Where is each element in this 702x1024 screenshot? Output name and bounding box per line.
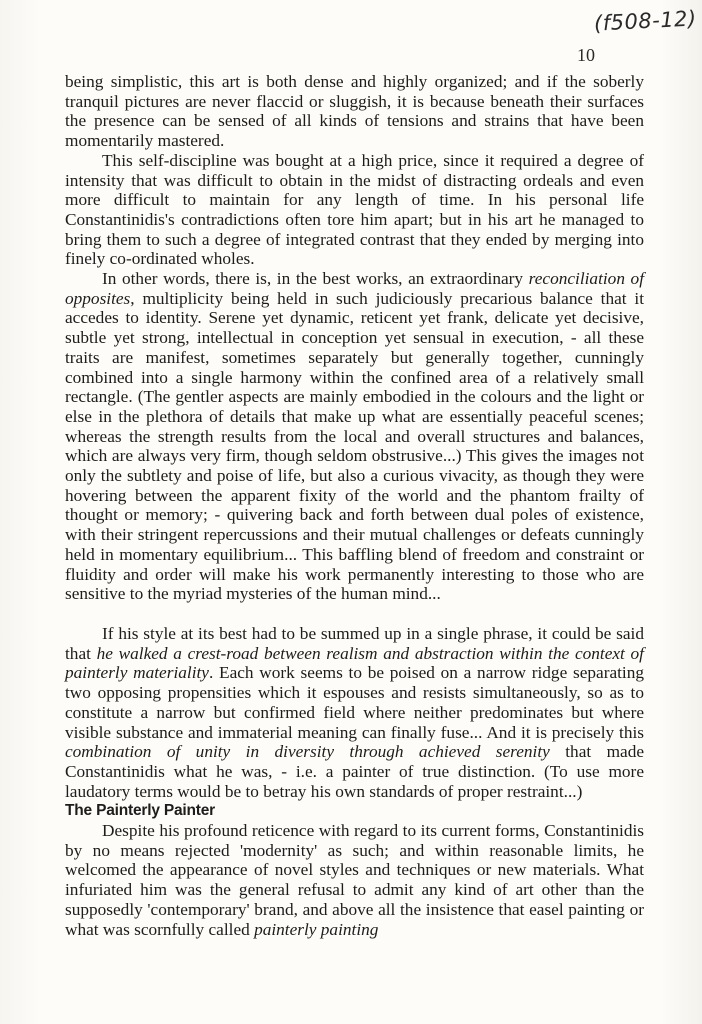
handwritten-reference-note: (f508-12) (593, 6, 698, 36)
paragraph-modernity (65, 821, 644, 939)
paragraph-text: Despite his profound reticence with regard to its current forms, Constantinidis by no means rejected 'modernity' as such; and within reasonable limits, he welcomed the appearance of novel styles and techniques or new materials. What infuriated him was the general refusal to admit any kind of art other than the supposedly 'contemporary' brand, and above all the insistence that easel painting or what was scornfully called (65, 821, 644, 939)
emphasis-text: reconciliation of opposites (65, 269, 644, 308)
emphasis-text: painterly painting (254, 919, 379, 939)
body-text (65, 72, 644, 939)
paragraph-self-discipline: This self-discipline was bought at a high price, since it required a degree of intensity that was difficult to obtain in the midst of distracting ordeals and even more difficult to maintain for any length of time. In his personal life Constantinidis's contradictions often tore him apart; but in his art he managed to bring them to such a degree of integrated contrast that they ended by merging into finely co-ordinated wholes. (65, 150, 644, 269)
paragraph-continuation: being simplistic, this art is both dense and highly organized; and if the soberly tranquil pictures are never flaccid or sluggish, it is because beneath their surfaces the presence can be sensed of all kinds of tensions and strains that have been momentarily mastered. (65, 72, 644, 151)
emphasis-text: combination of unity in diversity through achieved serenity (65, 742, 550, 762)
emphasis-text: he walked a crest-road between realism and abstraction within the context of painterly materiality (65, 643, 644, 683)
paragraph-reconciliation (65, 269, 644, 604)
paragraph-text: . Each work seems to be poised on a narrow ridge separating two opposing propensities which it espouses and resists simultaneously, so as to constitute a narrow but confirmed field where neither predominates but where visible substance and immaterial meaning can finally fuse... And it is precisely this (65, 663, 644, 742)
paragraph-text: that made Constantinidis what he was, - i.e. a painter of true distinction. (To use more laudatory terms would be to betray his own standards of proper restraint...) (65, 742, 644, 801)
paragraph-text: , multiplicity being held in such judiciously precarious balance that it accedes to identity. Serene yet dynamic, reticent yet frank, delicate yet decisive, subtle yet strong, intellectual in conception yet sensual in execution, - all these traits are manifest, sometimes separately but generally together, cunningly combined into a single harmony within the confined area of a relatively small rectangle. (The gentler aspects are mainly embodied in the colours and the light or else in the plethora of details that make up what are essentially peaceful scenes; whereas the strength results from the local and overall structures and balances, which are always very firm, though seldom obstrusive...) This gives the images not only the subtlety and poise of life, but also a curious vivacity, as though they were hovering between the apparent fixity of the world and the phantom frailty of thought or memory; - quivering back and forth between dual poles of existence, with their stringent repercussions and their mutual challenges or defeats cunningly held in momentary equilibrium... This baffling blend of freedom and constraint or fluidity and order will make his work permanently interesting to those who are sensitive to the myriad mysteries of the human mind... (65, 288, 644, 604)
paragraph-text: If his style at its best had to be summed up in a single phrase, it could be said that (65, 623, 644, 663)
paragraph-crest-road (65, 624, 644, 801)
section-heading: The Painterly Painter (65, 802, 215, 820)
paragraph-text: In other words, there is, in the best works, an extraordinary (102, 269, 529, 289)
page-number: 10 (577, 45, 595, 65)
